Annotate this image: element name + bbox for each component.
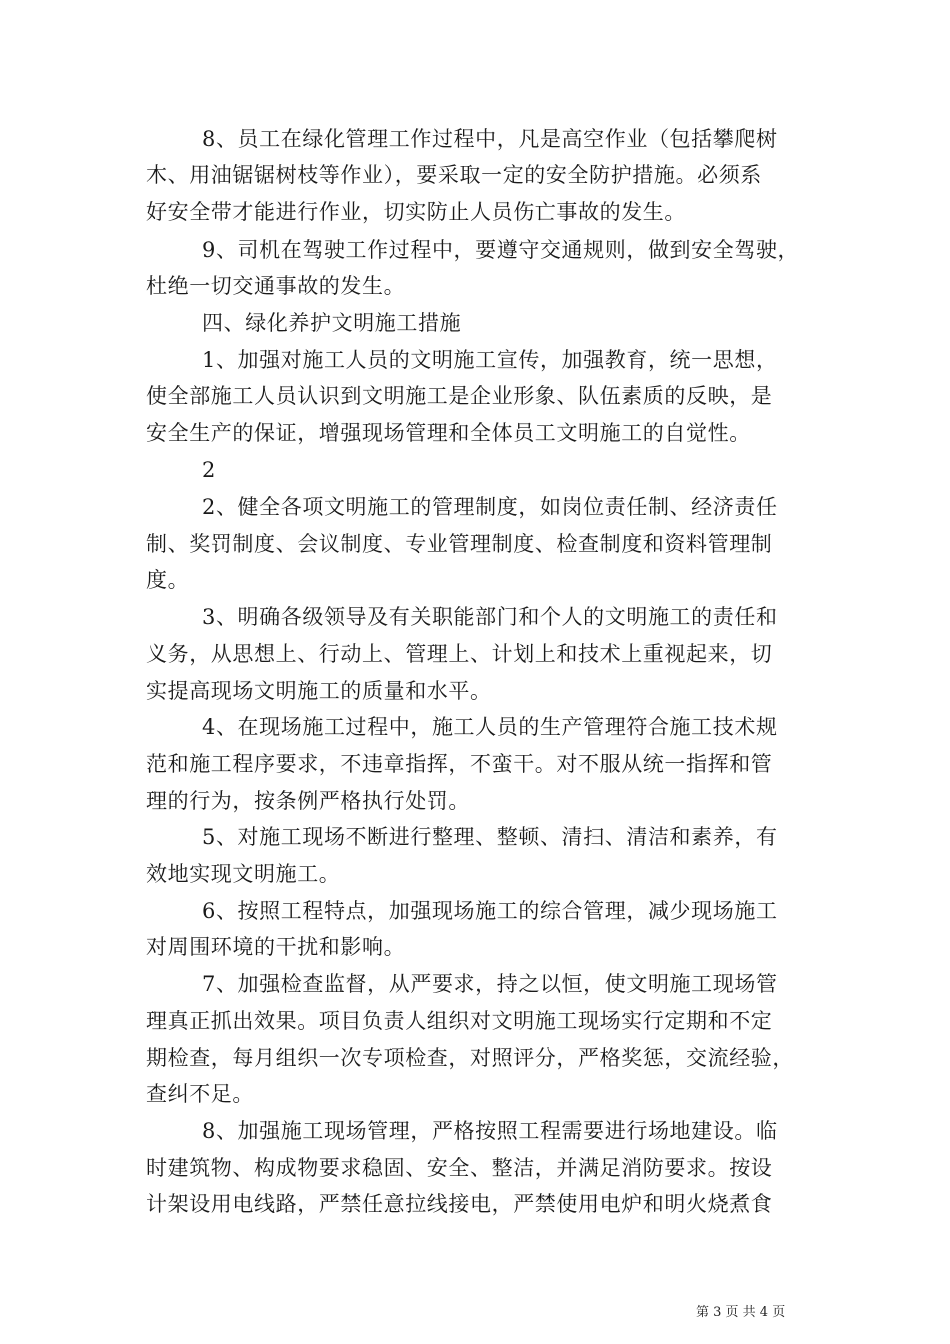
page-footer: 第 3 页 共 4 页 [696, 1305, 786, 1320]
text-line: 木、用油锯锯树枝等作业），要采取一定的安全防护措施。必须系 [146, 163, 762, 187]
text-line: 3、明确各级领导及有关职能部门和个人的文明施工的责任和 [202, 605, 778, 629]
text-line: 理的行为，按条例严格执行处罚。 [146, 789, 470, 813]
text-line: 使全部施工人员认识到文明施工是企业形象、队伍素质的反映，是 [146, 384, 773, 408]
text-line: 杜绝一切交通事故的发生。 [146, 274, 406, 298]
text-line: 对周围环境的干扰和影响。 [146, 935, 406, 959]
text-line: 计架设用电线路，严禁任意拉线接电，严禁使用电炉和明火烧煮食 [146, 1192, 773, 1216]
text-line: 安全生产的保证，增强现场管理和全体员工文明施工的自觉性。 [146, 421, 751, 445]
text-line: 5、对施工现场不断进行整理、整顿、清扫、清洁和素养，有 [202, 825, 778, 849]
text-line: 1、加强对施工人员的文明施工宣传，加强教育，统一思想， [202, 348, 778, 372]
text-line: 好安全带才能进行作业，切实防止人员伤亡事故的发生。 [146, 200, 686, 224]
text-line: 期检查，每月组织一次专项检查，对照评分，严格奖惩，交流经验， [146, 1046, 794, 1070]
page-number-inline: 2 [202, 458, 216, 482]
text-line: 8、加强施工现场管理，严格按照工程需要进行场地建设。临 [202, 1119, 778, 1143]
text-line: 8、员工在绿化管理工作过程中，凡是高空作业（包括攀爬树 [202, 127, 778, 151]
text-line: 理真正抓出效果。项目负责人组织对文明施工现场实行定期和不定 [146, 1009, 773, 1033]
text-line: 9、司机在驾驶工作过程中，要遵守交通规则，做到安全驾驶， [202, 238, 800, 262]
section-heading: 四、绿化养护文明施工措施 [202, 311, 462, 335]
text-line: 范和施工程序要求，不违章指挥，不蛮干。对不服从统一指挥和管 [146, 752, 773, 776]
text-line: 效地实现文明施工。 [146, 862, 341, 886]
text-line: 4、在现场施工过程中，施工人员的生产管理符合施工技术规 [202, 715, 778, 739]
text-line: 制、奖罚制度、会议制度、专业管理制度、检查制度和资料管理制 [146, 532, 773, 556]
text-line: 查纠不足。 [146, 1082, 254, 1106]
text-line: 7、加强检查监督，从严要求，持之以恒，使文明施工现场管 [202, 972, 778, 996]
text-line: 实提高现场文明施工的质量和水平。 [146, 679, 492, 703]
text-line: 义务，从思想上、行动上、管理上、计划上和技术上重视起来，切 [146, 642, 773, 666]
text-line: 6、按照工程特点，加强现场施工的综合管理，减少现场施工 [202, 899, 778, 923]
text-line: 度。 [146, 568, 190, 592]
text-line: 时建筑物、构成物要求稳固、安全、整洁，并满足消防要求。按设 [146, 1156, 773, 1180]
text-line: 2、健全各项文明施工的管理制度，如岗位责任制、经济责任 [202, 495, 778, 519]
